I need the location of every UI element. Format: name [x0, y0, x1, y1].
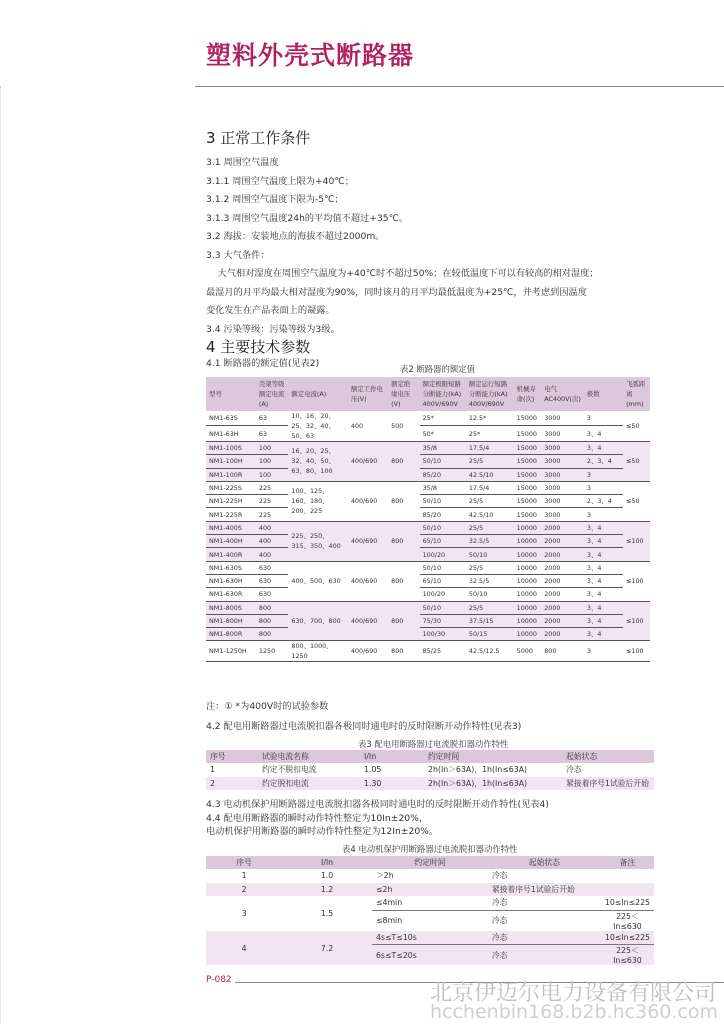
table-cell: 400: [256, 521, 288, 534]
table-row: [206, 641, 650, 662]
table-cell: ≤4min: [372, 896, 488, 910]
rating-table-body: [206, 411, 650, 662]
table-cell: 10000: [514, 574, 542, 587]
table-cell: 3、4: [584, 442, 623, 455]
table-cell: 50/10: [466, 548, 514, 561]
table-cell: 16、20、25、32、40、50、63、80、100: [288, 442, 347, 482]
table-cell: 2、3、4: [584, 495, 623, 508]
table-header: 额定运行短路分断能力(kA) 400V/690V: [466, 377, 514, 411]
table-cell: 1.5: [320, 908, 334, 918]
table-cell: 25/5: [466, 455, 514, 468]
table-cell: ≤100: [623, 601, 650, 641]
margin-rule: [0, 86, 1, 1024]
table-header-row: [206, 377, 650, 411]
table-row: [206, 548, 650, 561]
table-cell: 2000: [541, 561, 584, 574]
table-cell: NM1-400R: [206, 548, 256, 561]
section-3-body: [206, 154, 676, 339]
table-header: 起始状态: [488, 856, 601, 869]
table-cell: 10000: [514, 548, 542, 561]
table-cell: 225: [256, 508, 288, 521]
table-cell: 2、3、4: [584, 455, 623, 468]
subsection-4-3: 4.3 电动机保护用断路器过电流脱扣器各极同时通电时的反时限断开动作特性(见表4): [206, 799, 549, 810]
table-cell: 紧接着序号1试验后开始: [491, 884, 575, 894]
table-cell: NM1-225R: [206, 508, 256, 521]
table-cell: 15000: [514, 411, 542, 426]
table-cell: 17.5/4: [466, 442, 514, 455]
table-cell: 10≤In≤225: [601, 931, 654, 945]
table-cell: 500: [388, 411, 419, 442]
table-cell: 3000: [541, 411, 584, 426]
table-header: 试验电流名称: [258, 750, 360, 763]
table-cell: 800: [256, 601, 288, 614]
table-cell: ≤50: [623, 481, 650, 521]
table-cell: 10≤In≤225: [601, 896, 654, 910]
table-cell: 10000: [514, 601, 542, 614]
table-cell: [601, 883, 654, 897]
table-cell: 25/5: [466, 521, 514, 534]
table-cell: 3000: [541, 468, 584, 481]
table-cell: 50/10: [420, 521, 466, 534]
table-cell: 2000: [541, 574, 584, 587]
table-cell: 3、4: [584, 601, 623, 614]
table-cell: 10000: [514, 535, 542, 548]
text-line: 3.1.1 周围空气温度上限为+40℃；: [206, 175, 354, 187]
text-line: 3.1 周围空气温度: [206, 157, 279, 168]
table-row: [206, 411, 650, 426]
table-cell: NM1-400S: [206, 521, 256, 534]
table-cell: NM1-630R: [206, 588, 256, 601]
table-cell: 3、4: [584, 535, 623, 548]
table-cell: 63: [256, 426, 288, 442]
table-header: 型号: [206, 377, 256, 411]
text-line: 3.1.2 周围空气温度下限为-5℃；: [206, 194, 344, 205]
table-cell: NM1-800S: [206, 601, 256, 614]
table-header: 约定时间: [372, 856, 488, 869]
table-cell: 2h(In＞63A)，1h(In≤63A): [428, 765, 528, 775]
table-row: [206, 468, 650, 481]
table-cell: 85/20: [420, 508, 466, 521]
table-cell: 4s≤T≤10s: [372, 931, 488, 945]
table-row: [206, 931, 654, 945]
table-cell: 50/10: [420, 561, 466, 574]
table-cell: ≤100: [623, 521, 650, 561]
table-cell: 225＜In≤630: [613, 911, 642, 931]
table-cell: 42.5/10: [466, 508, 514, 521]
table-cell: 冷态: [488, 931, 601, 945]
table-cell: 630: [256, 588, 288, 601]
table-cell: 4: [241, 943, 247, 953]
table-cell: 400: [348, 411, 388, 442]
table-cell: NM1-63H: [206, 426, 256, 442]
table-row: [206, 426, 650, 442]
table-cell: 约定不脱扣电流: [262, 765, 317, 775]
table-cell: 3000: [541, 508, 584, 521]
table-cell: NM1-225S: [206, 481, 256, 494]
table-cell: 400/690: [348, 521, 388, 561]
table-cell: 7.2: [320, 943, 334, 953]
table-cell: 35/8: [420, 442, 466, 455]
page-number: P-082: [206, 975, 232, 985]
table-cell: NM1-100S: [206, 442, 256, 455]
table-cell: 1250: [256, 641, 288, 662]
text-line: 最湿月的月平均最大相对湿度为90%，同时该月的月平均最低温度为+25℃，并考虑到因温度: [206, 286, 587, 298]
table-cell: 63: [256, 411, 288, 426]
table-cell: [601, 869, 654, 883]
table-cell: 3、4: [584, 614, 623, 627]
table-cell: 3: [241, 908, 247, 918]
table-cell: 2000: [541, 588, 584, 601]
table-cell: ≤2h: [375, 884, 393, 894]
table-cell: 225: [256, 481, 288, 494]
watermark-company: 北京伊迈尔电力设备有限公司: [429, 981, 716, 1006]
table-cell: 2000: [541, 521, 584, 534]
table-cell: 100: [256, 468, 288, 481]
table-cell: 800: [388, 481, 419, 521]
table-cell: 630、700、800: [288, 601, 347, 641]
table-header: 额定工作电压(V): [348, 377, 388, 411]
table-cell: 85/20: [420, 468, 466, 481]
section-3-heading: 3 正常工作条件: [206, 129, 311, 147]
table-cell: 25/5: [466, 601, 514, 614]
table-cell: 630: [256, 561, 288, 574]
table-header: I/In: [282, 856, 372, 869]
section-4-heading: 4 主要技术参数: [206, 338, 311, 356]
table-cell: NM1-100R: [206, 468, 256, 481]
header-divider: [195, 86, 724, 87]
table-cell: 2000: [541, 601, 584, 614]
table-cell: 10000: [514, 521, 542, 534]
table-cell: 3: [584, 468, 623, 481]
table-cell: 25*: [466, 426, 514, 442]
table-row: [206, 883, 654, 897]
table-cell: ＞2h: [375, 871, 394, 881]
table-cell: 25/5: [466, 561, 514, 574]
table-row: [206, 455, 650, 468]
table-row: [206, 535, 650, 548]
table-cell: 800: [388, 641, 419, 662]
table-cell: NM1-800R: [206, 628, 256, 641]
table-3-caption: 表3 配电用断路器过电流脱扣器动作特性: [358, 739, 509, 749]
table-cell: 3: [584, 411, 623, 426]
table-header-row: [206, 856, 654, 869]
table-cell: 约定脱扣电流: [262, 778, 309, 788]
table-cell: 85/25: [420, 641, 466, 662]
table-cell: 10000: [514, 561, 542, 574]
table-cell: 75/30: [420, 614, 466, 627]
table-cell: NM1-63S: [206, 411, 256, 426]
page-title: 塑料外壳式断路器: [206, 41, 415, 70]
table-row: [206, 561, 650, 574]
table-cell: 800: [256, 614, 288, 627]
table-cell: 50/10: [466, 588, 514, 601]
table-cell: 400、500、630: [288, 561, 347, 601]
table-4-caption: 表4 电动机保护用断路器过电流脱扣器动作特性: [342, 844, 518, 854]
table-cell: ≤8min: [375, 916, 403, 926]
table-header: 极数: [584, 377, 623, 411]
table-header: 起始状态: [562, 750, 654, 763]
subsection-4-4: 4.4 配电用断路器的瞬时动作特性整定为10In±20%，: [206, 813, 429, 824]
table-cell: 冷态: [488, 896, 601, 910]
table-cell: 紧接着序号1试验后开始: [566, 778, 649, 788]
table-cell: 1.30: [364, 778, 382, 788]
table-header: 额定极限短路分断能力(kA) 400V/690V: [420, 377, 466, 411]
table-cell: 3、4: [584, 548, 623, 561]
table-cell: 15000: [514, 426, 542, 442]
table-cell: 3000: [541, 442, 584, 455]
text-line: 3.4 污染等级：污染等级为3级。: [206, 323, 340, 335]
table-cell: 32.5/5: [466, 535, 514, 548]
table-cell: 1.05: [364, 765, 382, 775]
table-row: [206, 495, 650, 508]
table-cell: 32.5/5: [466, 574, 514, 587]
table-header: 机械寿命(次): [514, 377, 542, 411]
table-cell: NM1-100H: [206, 455, 256, 468]
table-cell: 冷态: [491, 871, 508, 881]
table-header: 额定绝缘电压(V): [388, 377, 419, 411]
table-cell: 3、4: [584, 628, 623, 641]
text-line: 变化发生在产品表面上的凝露。: [206, 305, 335, 316]
table-cell: 400/690: [348, 442, 388, 482]
table-cell: 3、4: [584, 561, 623, 574]
table-cell: NM1-225H: [206, 495, 256, 508]
table-cell: 3000: [541, 455, 584, 468]
table-cell: NM1-400H: [206, 535, 256, 548]
table-header-row: [206, 750, 654, 763]
table-cell: 800: [388, 561, 419, 601]
table-header: 电气AC400V(次): [541, 377, 584, 411]
table-cell: 65/10: [420, 535, 466, 548]
table-cell: 37.5/15: [466, 614, 514, 627]
table-cell: 2000: [541, 614, 584, 627]
table-cell: 800: [388, 601, 419, 641]
table-cell: 2h(In＞63A)，1h(In≤63A): [428, 778, 528, 788]
text-line: 3.3 大气条件：: [206, 249, 270, 261]
table-cell: 3、4: [584, 426, 623, 442]
table-cell: 400/690: [348, 561, 388, 601]
table-cell: NM1-630S: [206, 561, 256, 574]
subsection-4-1: 4.1 断路器的额定值(见表2): [206, 358, 320, 369]
table-cell: 225: [256, 495, 288, 508]
table-cell: 冷态: [566, 765, 582, 775]
table-cell: 2000: [541, 535, 584, 548]
table-cell: 100/20: [420, 588, 466, 601]
table-cell: 17.5/4: [466, 481, 514, 494]
table-cell: NM1-800H: [206, 614, 256, 627]
subsection-4-2: 4.2 配电用断路器过电流脱扣器各极同时通电时的反时限断开动作特性(见表3): [206, 721, 522, 732]
table-cell: 2: [241, 884, 247, 894]
table-header: I/In: [360, 750, 424, 763]
table-cell: 3、4: [584, 588, 623, 601]
table-header: 备注: [601, 856, 654, 869]
table-cell: 冷态: [491, 950, 508, 960]
table-row: [206, 614, 650, 627]
table-header: 序号: [206, 856, 282, 869]
table-cell: 400/690: [348, 601, 388, 641]
table-cell: 15000: [514, 481, 542, 494]
table-cell: 800: [388, 442, 419, 482]
table-cell: 25/5: [466, 495, 514, 508]
table-cell: 12.5*: [466, 411, 514, 426]
table-cell: 15000: [514, 442, 542, 455]
table-row: [206, 508, 650, 521]
table-cell: 42.5/10: [466, 468, 514, 481]
table-cell: 1: [241, 871, 247, 881]
table-cell: 2000: [541, 628, 584, 641]
table-cell: 1: [210, 765, 215, 775]
table-header: 壳架等级额定电流(A): [256, 377, 288, 411]
table-cell: 2000: [541, 548, 584, 561]
table-cell: 50/10: [420, 455, 466, 468]
table-row: [206, 601, 650, 614]
table-row: [206, 763, 654, 777]
table-note: 注：① *为400V时的试验参数: [206, 701, 329, 712]
table-cell: 100: [256, 442, 288, 455]
table-cell: 400/690: [348, 481, 388, 521]
table-cell: 225、250、315、350、400: [288, 521, 347, 561]
text-line: 3.2 海拔：安装地点的海拔不超过2000m。: [206, 231, 385, 242]
table-cell: 3、4: [584, 574, 623, 587]
table-cell: 100、125、160、180、200、225: [288, 481, 347, 521]
table-header: 约定时间: [424, 750, 562, 763]
table-cell: NM1-630H: [206, 574, 256, 587]
table-cell: 3000: [541, 495, 584, 508]
table-cell: 2: [210, 778, 215, 788]
table-cell: 25*: [420, 411, 466, 426]
table-cell: 630: [256, 574, 288, 587]
table-cell: ≤50: [623, 411, 650, 442]
table-cell: 400/690: [348, 641, 388, 662]
table-row: [206, 869, 654, 883]
table-cell: 100/30: [420, 628, 466, 641]
table-cell: 800: [541, 641, 584, 662]
table-cell: ≤100: [623, 561, 650, 601]
table-cell: 3: [584, 508, 623, 521]
table-cell: 1.2: [320, 884, 334, 894]
table-cell: NM1-1250H: [206, 641, 256, 662]
table-cell: 冷态: [491, 916, 508, 926]
table-cell: 3: [584, 641, 623, 662]
table-cell: 50/15: [466, 628, 514, 641]
table-cell: 50/10: [420, 601, 466, 614]
table-cell: 3: [584, 481, 623, 494]
table-cell: 5000: [514, 641, 542, 662]
table-cell: 15000: [514, 468, 542, 481]
table-cell: 42.5/12.5: [466, 641, 514, 662]
table-cell: 3000: [541, 481, 584, 494]
table-2-caption: 表2 断路器的额定值: [400, 364, 475, 374]
subsection-4-4-cont: 电动机保护用断路器的瞬时动作特性整定为12In±20%。: [206, 826, 439, 837]
table-cell: 1.0: [320, 871, 334, 881]
table-cell: 100/20: [420, 548, 466, 561]
table-cell: 6s≤T≤20s: [375, 950, 417, 960]
table-row: [206, 628, 650, 641]
text-line: 3.1.3 周围空气温度24h的平均值不超过+35℃。: [206, 212, 409, 224]
table-cell: 15000: [514, 495, 542, 508]
table-row: [206, 481, 650, 494]
table-cell: 10000: [514, 588, 542, 601]
table-row: [206, 777, 654, 791]
table-header: 额定电流(A): [288, 377, 347, 411]
table-cell: 35/8: [420, 481, 466, 494]
table-row: [206, 442, 650, 455]
table-cell: ≤50: [623, 442, 650, 482]
table-cell: 65/10: [420, 574, 466, 587]
text-line: 大气相对湿度在周围空气温度为+40℃时不超过50%；在较低温度下可以有较高的相对湿度；: [206, 268, 599, 279]
table-cell: 10000: [514, 628, 542, 641]
table-cell: 400: [256, 535, 288, 548]
table-cell: 10000: [514, 614, 542, 627]
table-header: 序号: [206, 750, 258, 763]
table-cell: 800、1000、1250: [288, 641, 347, 662]
table-cell: 3、4: [584, 521, 623, 534]
motor-trip-table: [206, 856, 654, 965]
table-header: 飞弧距离(mm): [623, 377, 650, 411]
table-row: [206, 574, 650, 587]
table-cell: 15000: [514, 508, 542, 521]
table-row: [206, 896, 654, 910]
table-cell: ≤100: [623, 641, 650, 662]
distribution-trip-table: [206, 750, 654, 790]
table-cell: 50/10: [420, 495, 466, 508]
rating-table: [206, 377, 650, 662]
table-cell: 800: [388, 521, 419, 561]
table-cell: 225＜In≤630: [613, 946, 642, 966]
table-row: [206, 588, 650, 601]
table-cell: 10、16、20、25、32、40、50、63: [288, 411, 347, 442]
table-cell: 3000: [541, 426, 584, 442]
table-cell: 400: [256, 548, 288, 561]
watermark-url: hcchenbin168.b2b.hc360.com: [429, 1001, 718, 1023]
table-row: [206, 521, 650, 534]
table-cell: 800: [256, 628, 288, 641]
table-cell: 15000: [514, 455, 542, 468]
table-cell: 100: [256, 455, 288, 468]
table-cell: 50*: [420, 426, 466, 442]
